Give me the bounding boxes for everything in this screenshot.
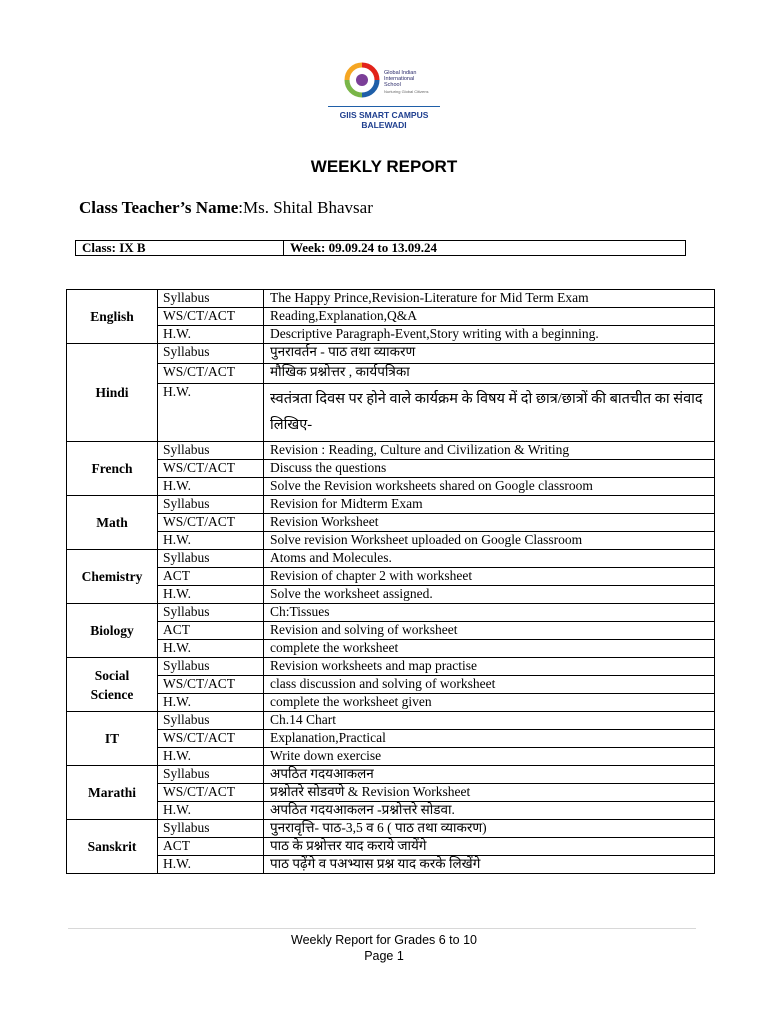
table-row xyxy=(67,730,715,748)
table-row xyxy=(67,344,715,364)
campus-line-2: BALEWADI xyxy=(361,120,407,130)
activity-type: Syllabus xyxy=(158,290,264,308)
logo-line-2: International xyxy=(384,76,415,82)
activity-type: ACT xyxy=(158,838,264,856)
page-number: Page 1 xyxy=(364,949,404,963)
activity-detail: Explanation,Practical xyxy=(264,730,715,748)
subject-name: Hindi xyxy=(67,344,158,442)
activity-detail: Reading,Explanation,Q&A xyxy=(264,308,715,326)
activity-detail: Discuss the questions xyxy=(264,460,715,478)
table-row xyxy=(67,658,715,676)
activity-type: Syllabus xyxy=(158,658,264,676)
activity-detail: Solve revision Worksheet uploaded on Google Classroom xyxy=(264,532,715,550)
activity-detail: मौखिक प्रश्नोत्तर , कार्यपत्रिका xyxy=(264,364,715,384)
activity-type: H.W. xyxy=(158,384,264,442)
table-row xyxy=(67,784,715,802)
activity-detail: पाठ पढ़ेंगे व पअभ्यास प्रश्न याद करके लिखेंगे xyxy=(264,856,715,874)
table-row xyxy=(67,802,715,820)
activity-type: H.W. xyxy=(158,856,264,874)
table-row xyxy=(67,532,715,550)
table-row xyxy=(67,568,715,586)
activity-type: WS/CT/ACT xyxy=(158,676,264,694)
table-row xyxy=(67,514,715,532)
table-row xyxy=(67,856,715,874)
subject-name: English xyxy=(67,290,158,344)
activity-type: WS/CT/ACT xyxy=(158,514,264,532)
activity-detail: Descriptive Paragraph-Event,Story writing with a beginning. xyxy=(264,326,715,344)
table-row xyxy=(67,326,715,344)
activity-detail: Revision : Reading, Culture and Civilization & Writing xyxy=(264,442,715,460)
activity-type: H.W. xyxy=(158,694,264,712)
table-row xyxy=(67,308,715,326)
activity-detail: पाठ के प्रश्नोत्तर याद कराये जायेंगे xyxy=(264,838,715,856)
school-logo xyxy=(328,60,440,130)
subject-name: Marathi xyxy=(67,766,158,820)
table-row xyxy=(67,604,715,622)
activity-detail: Ch.14 Chart xyxy=(264,712,715,730)
activity-detail: पुनरावृत्ति- पाठ-3,5 व 6 ( पाठ तथा व्याकरण) xyxy=(264,820,715,838)
table-row xyxy=(67,442,715,460)
table-row xyxy=(67,712,715,730)
logo-tagline: Nurturing Global Citizens xyxy=(384,89,429,94)
table-row xyxy=(67,838,715,856)
subject-name: IT xyxy=(67,712,158,766)
activity-detail: complete the worksheet given xyxy=(264,694,715,712)
logo-divider xyxy=(328,106,440,107)
subject-name: Social Science xyxy=(67,658,158,712)
activity-detail: Write down exercise xyxy=(264,748,715,766)
activity-type: Syllabus xyxy=(158,820,264,838)
table-row xyxy=(67,640,715,658)
activity-detail: Revision worksheets and map practise xyxy=(264,658,715,676)
table-row xyxy=(67,586,715,604)
activity-type: H.W. xyxy=(158,478,264,496)
activity-type: Syllabus xyxy=(158,344,264,364)
activity-type: Syllabus xyxy=(158,550,264,568)
table-row xyxy=(67,384,715,442)
table-row xyxy=(67,820,715,838)
table-row xyxy=(67,364,715,384)
subject-name: Chemistry xyxy=(67,550,158,604)
activity-detail: Atoms and Molecules. xyxy=(264,550,715,568)
activity-type: WS/CT/ACT xyxy=(158,308,264,326)
activity-detail: स्वतंत्रता दिवस पर होने वाले कार्यक्रम के विषय में दो छात्र/छात्रों की बातचीत का संवाद लिखिए- xyxy=(264,384,715,442)
activity-detail: complete the worksheet xyxy=(264,640,715,658)
campus-name xyxy=(328,110,440,130)
activity-type: WS/CT/ACT xyxy=(158,364,264,384)
activity-type: WS/CT/ACT xyxy=(158,730,264,748)
activity-detail: Revision for Midterm Exam xyxy=(264,496,715,514)
campus-line-1: GIIS SMART CAMPUS xyxy=(339,110,429,120)
week-label: Week: 09.09.24 to 13.09.24 xyxy=(283,241,437,255)
activity-detail: class discussion and solving of worksheet xyxy=(264,676,715,694)
activity-type: H.W. xyxy=(158,326,264,344)
subject-name: Biology xyxy=(67,604,158,658)
logo-text xyxy=(384,70,428,95)
footer-divider xyxy=(68,928,696,929)
activity-type: Syllabus xyxy=(158,496,264,514)
class-label: Class: IX B xyxy=(82,240,146,255)
activity-type: Syllabus xyxy=(158,604,264,622)
page-title: WEEKLY REPORT xyxy=(310,157,458,176)
activity-type: Syllabus xyxy=(158,442,264,460)
subject-name: French xyxy=(67,442,158,496)
activity-type: ACT xyxy=(158,622,264,640)
activity-type: ACT xyxy=(158,568,264,586)
activity-type: H.W. xyxy=(158,532,264,550)
subject-name: Sanskrit xyxy=(67,820,158,874)
table-row xyxy=(67,550,715,568)
activity-detail: Solve the Revision worksheets shared on Google classroom xyxy=(264,478,715,496)
class-week-bar xyxy=(75,240,686,256)
activity-detail: Revision and solving of worksheet xyxy=(264,622,715,640)
footer-title: Weekly Report for Grades 6 to 10 xyxy=(291,933,477,947)
activity-detail: Revision of chapter 2 with worksheet xyxy=(264,568,715,586)
subject-name: Math xyxy=(67,496,158,550)
activity-type: WS/CT/ACT xyxy=(158,784,264,802)
table-row xyxy=(67,676,715,694)
activity-detail: अपठित गदयआकलन xyxy=(264,766,715,784)
activity-type: H.W. xyxy=(158,640,264,658)
activity-detail: अपठित गदयआकलन -प्रश्नोत्तरे सोडवा. xyxy=(264,802,715,820)
table-row xyxy=(67,290,715,308)
activity-detail: Solve the worksheet assigned. xyxy=(264,586,715,604)
logo-ring-icon xyxy=(344,62,380,98)
table-row xyxy=(67,766,715,784)
activity-type: Syllabus xyxy=(158,712,264,730)
weekly-report-table xyxy=(66,289,715,874)
activity-detail: प्रश्नोतरे सोडवणे & Revision Worksheet xyxy=(264,784,715,802)
activity-type: H.W. xyxy=(158,586,264,604)
table-row xyxy=(67,622,715,640)
teacher-label: Class Teacher’s Name xyxy=(79,198,239,217)
table-row xyxy=(67,460,715,478)
activity-type: Syllabus xyxy=(158,766,264,784)
table-row xyxy=(67,496,715,514)
table-row xyxy=(67,478,715,496)
teacher-name: :Ms. Shital Bhavsar xyxy=(238,198,373,217)
table-row xyxy=(67,748,715,766)
class-teacher xyxy=(79,198,373,218)
activity-detail: The Happy Prince,Revision-Literature for Mid Term Exam xyxy=(264,290,715,308)
activity-type: WS/CT/ACT xyxy=(158,460,264,478)
activity-detail: Revision Worksheet xyxy=(264,514,715,532)
activity-type: H.W. xyxy=(158,802,264,820)
activity-detail: पुनरावर्तन - पाठ तथा व्याकरण xyxy=(264,344,715,364)
activity-type: H.W. xyxy=(158,748,264,766)
logo-line-3: School xyxy=(384,82,401,88)
logo-line-1: Global Indian xyxy=(384,70,417,76)
activity-detail: Ch:Tissues xyxy=(264,604,715,622)
page-footer xyxy=(0,932,768,964)
table-row xyxy=(67,694,715,712)
